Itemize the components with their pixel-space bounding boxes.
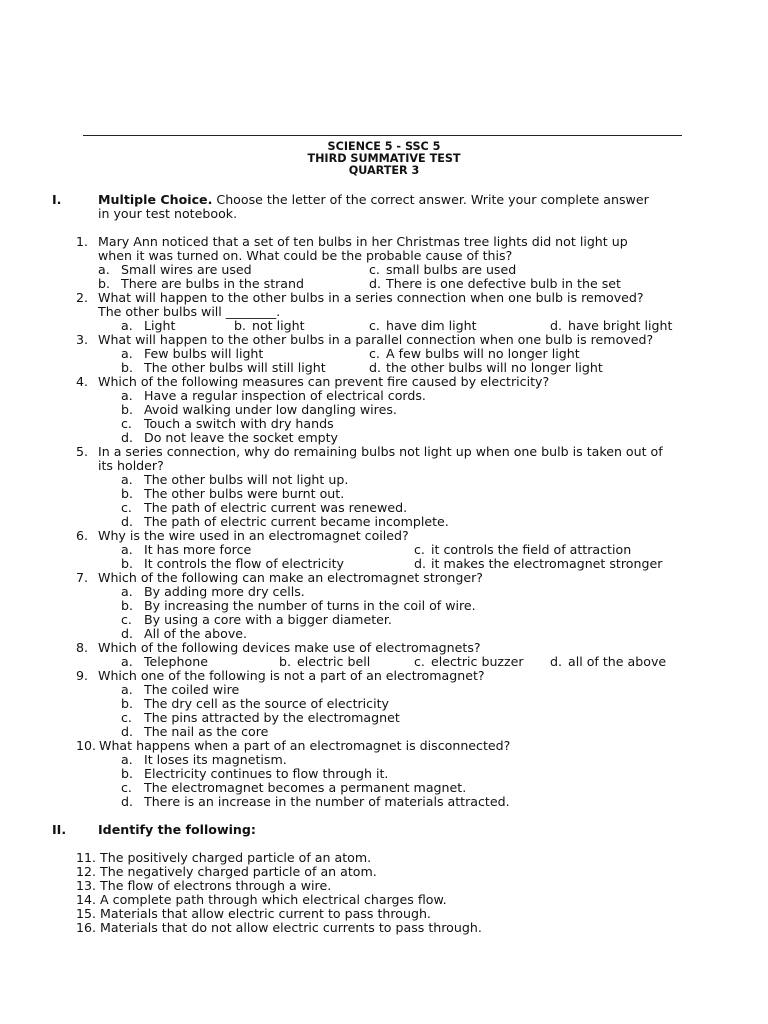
option-letter: d. bbox=[369, 360, 381, 375]
option-letter: b. bbox=[98, 276, 110, 291]
option-letter: c. bbox=[414, 542, 425, 557]
option-text: Small wires are used bbox=[121, 262, 252, 277]
question-text: its holder? bbox=[98, 458, 164, 473]
header-rule bbox=[83, 135, 682, 136]
option-letter: b. bbox=[121, 486, 133, 501]
option-text: Light bbox=[144, 318, 176, 333]
option-letter: b. bbox=[234, 318, 246, 333]
question-text: What will happen to the other bulbs in a parallel connection when one bulb is removed? bbox=[98, 332, 654, 347]
option-text: The path of electric current became incomplete. bbox=[144, 514, 449, 529]
option-text: small bulbs are used bbox=[386, 262, 517, 277]
option-letter: c. bbox=[369, 318, 380, 333]
question-text: Which of the following measures can prevent fire caused by electricity? bbox=[98, 374, 550, 389]
question-text: In a series connection, why do remaining bulbs not light up when one bulb is taken out of bbox=[98, 444, 663, 459]
option-letter: a. bbox=[121, 654, 133, 669]
question-number: 9. bbox=[76, 668, 89, 683]
option-letter: d. bbox=[550, 654, 562, 669]
option-text: All of the above. bbox=[144, 626, 248, 641]
option-letter: a. bbox=[121, 752, 133, 767]
part1-instruction-cont: in your test notebook. bbox=[98, 206, 238, 221]
option-text: the other bulbs will no longer light bbox=[386, 360, 603, 375]
option-text: It has more force bbox=[144, 542, 252, 557]
option-text: it controls the field of attraction bbox=[431, 542, 632, 557]
option-letter: b. bbox=[121, 556, 133, 571]
option-text: Telephone bbox=[144, 654, 208, 669]
option-text: The other bulbs will not light up. bbox=[144, 472, 349, 487]
option-text: It loses its magnetism. bbox=[144, 752, 287, 767]
option-text: not light bbox=[252, 318, 305, 333]
option-text: it makes the electromagnet stronger bbox=[431, 556, 663, 571]
question-number: 3. bbox=[76, 332, 89, 347]
part1-instruction-text: Choose the letter of the correct answer. Write your complete answer bbox=[216, 192, 649, 207]
option-letter: b. bbox=[121, 766, 133, 781]
option-letter: d. bbox=[414, 556, 426, 571]
option-text: have dim light bbox=[386, 318, 477, 333]
part2-title: Identify the following: bbox=[98, 822, 256, 837]
option-letter: d. bbox=[121, 430, 133, 445]
option-letter: a. bbox=[121, 346, 133, 361]
identify-item: 16. Materials that do not allow electric currents to pass through. bbox=[76, 920, 482, 935]
option-letter: c. bbox=[369, 346, 380, 361]
option-text: The nail as the core bbox=[144, 724, 269, 739]
option-letter: c. bbox=[414, 654, 425, 669]
question-number: 2. bbox=[76, 290, 89, 305]
option-letter: d. bbox=[121, 724, 133, 739]
option-text: The electromagnet becomes a permanent magnet. bbox=[144, 780, 467, 795]
question-number: 7. bbox=[76, 570, 89, 585]
option-text: By increasing the number of turns in the coil of wire. bbox=[144, 598, 476, 613]
option-letter: a. bbox=[121, 682, 133, 697]
question-text: The other bulbs will ________. bbox=[98, 304, 281, 319]
question-text: Mary Ann noticed that a set of ten bulbs in her Christmas tree lights did not light up bbox=[98, 234, 628, 249]
option-letter: b. bbox=[121, 402, 133, 417]
option-text: The other bulbs will still light bbox=[144, 360, 326, 375]
question-text: Why is the wire used in an electromagnet coiled? bbox=[98, 528, 409, 543]
option-text: The pins attracted by the electromagnet bbox=[144, 710, 400, 725]
option-letter: a. bbox=[121, 472, 133, 487]
option-letter: a. bbox=[98, 262, 110, 277]
option-text: There is an increase in the number of materials attracted. bbox=[144, 794, 510, 809]
option-text: The coiled wire bbox=[144, 682, 240, 697]
option-text: By using a core with a bigger diameter. bbox=[144, 612, 392, 627]
question-number: 6. bbox=[76, 528, 89, 543]
option-text: There are bulbs in the strand bbox=[121, 276, 305, 291]
question-text: when it was turned on. What could be the probable cause of this? bbox=[98, 248, 513, 263]
identify-item: 14. A complete path through which electrical charges flow. bbox=[76, 892, 447, 907]
option-text: The dry cell as the source of electricity bbox=[144, 696, 389, 711]
option-text: electric bell bbox=[297, 654, 371, 669]
question-number: 1. bbox=[76, 234, 89, 249]
test-title: THIRD SUMMATIVE TEST bbox=[307, 152, 461, 165]
option-letter: b. bbox=[121, 360, 133, 375]
option-letter: d. bbox=[369, 276, 381, 291]
option-letter: b. bbox=[121, 598, 133, 613]
question-text: What will happen to the other bulbs in a series connection when one bulb is removed? bbox=[98, 290, 644, 305]
part2-numeral: II. bbox=[52, 822, 67, 837]
option-letter: c. bbox=[121, 710, 132, 725]
question-text: What happens when a part of an electromagnet is disconnected? bbox=[99, 738, 511, 753]
question-number: 10. bbox=[76, 738, 97, 753]
option-text: The other bulbs were burnt out. bbox=[144, 486, 345, 501]
option-letter: c. bbox=[121, 416, 132, 431]
question-number: 8. bbox=[76, 640, 89, 655]
option-text: Few bulbs will light bbox=[144, 346, 264, 361]
option-letter: a. bbox=[121, 542, 133, 557]
question-text: Which of the following can make an electromagnet stronger? bbox=[98, 570, 483, 585]
option-letter: a. bbox=[121, 388, 133, 403]
question-text: Which one of the following is not a part of an electromagnet? bbox=[98, 668, 485, 683]
option-letter: d. bbox=[121, 626, 133, 641]
identify-item: 11. The positively charged particle of an atom. bbox=[76, 850, 372, 865]
subject-title: SCIENCE 5 - SSC 5 bbox=[327, 140, 441, 153]
option-text: electric buzzer bbox=[431, 654, 524, 669]
option-letter: d. bbox=[121, 794, 133, 809]
option-text: Electricity continues to flow through it. bbox=[144, 766, 389, 781]
option-text: Touch a switch with dry hands bbox=[144, 416, 334, 431]
quarter-title: QUARTER 3 bbox=[348, 164, 420, 177]
option-text: all of the above bbox=[568, 654, 667, 669]
option-letter: c. bbox=[121, 500, 132, 515]
option-text: A few bulbs will no longer light bbox=[386, 346, 580, 361]
option-text: Do not leave the socket empty bbox=[144, 430, 338, 445]
option-text: Have a regular inspection of electrical cords. bbox=[144, 388, 426, 403]
option-text: have bright light bbox=[568, 318, 673, 333]
option-letter: c. bbox=[121, 780, 132, 795]
part1-title: Multiple Choice. bbox=[98, 192, 213, 207]
option-letter: d. bbox=[121, 514, 133, 529]
identify-item: 12. The negatively charged particle of an atom. bbox=[76, 864, 377, 879]
identify-item: 15. Materials that allow electric current to pass through. bbox=[76, 906, 431, 921]
option-letter: c. bbox=[121, 612, 132, 627]
identify-item: 13. The flow of electrons through a wire. bbox=[76, 878, 332, 893]
option-letter: c. bbox=[369, 262, 380, 277]
question-number: 4. bbox=[76, 374, 89, 389]
part1-instruction bbox=[98, 193, 649, 207]
option-letter: b. bbox=[121, 696, 133, 711]
part1-numeral: I. bbox=[52, 192, 62, 207]
question-text: Which of the following devices make use of electromagnets? bbox=[98, 640, 481, 655]
option-text: Avoid walking under low dangling wires. bbox=[144, 402, 397, 417]
option-letter: a. bbox=[121, 584, 133, 599]
question-number: 5. bbox=[76, 444, 89, 459]
option-letter: a. bbox=[121, 318, 133, 333]
option-text: The path of electric current was renewed. bbox=[144, 500, 408, 515]
option-text: It controls the flow of electricity bbox=[144, 556, 344, 571]
option-letter: b. bbox=[279, 654, 291, 669]
option-text: By adding more dry cells. bbox=[144, 584, 305, 599]
option-letter: d. bbox=[550, 318, 562, 333]
option-text: There is one defective bulb in the set bbox=[386, 276, 621, 291]
